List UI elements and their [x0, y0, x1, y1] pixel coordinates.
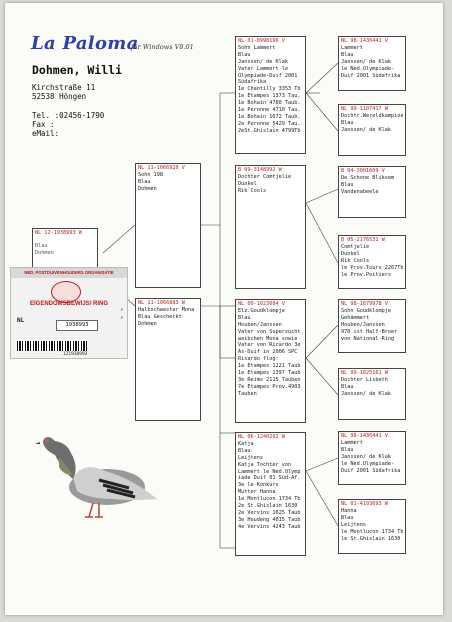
info-line: le Prov.Tours 2267Tb [341, 264, 403, 271]
info-line: weibchen Mona sowie [238, 335, 298, 342]
info-line: Blau [341, 383, 354, 390]
ring-number: B 04-3001609 V [341, 168, 385, 174]
ring-number: NL 01-0998196 V [238, 38, 285, 44]
dds-box [338, 431, 406, 485]
info-line: Janssen/ de Klak [341, 453, 391, 460]
info-line: Lammert [341, 44, 363, 51]
card-organisation: NED. POSTDUIVENHOUDERS ORGANISATIE [11, 268, 127, 278]
info-line: 3e Houdeng 4015 Taub [238, 516, 301, 523]
info-line: 1e Bohain 4780 Taub. [238, 100, 301, 107]
info-line: 1e Etampes 1221 Taub [238, 363, 301, 370]
info-line: Dochter Comtjelie [238, 173, 292, 180]
info-line: 3e le Konkurs [238, 482, 279, 489]
brand-subtitle: für Windows V8.01 [131, 43, 194, 51]
info-line: Blau [238, 314, 251, 321]
info-line: 3e Reims 2115 Tauben [238, 376, 301, 383]
info-line: Dohmen [138, 185, 157, 192]
info-line: Dohmen [138, 320, 157, 327]
info-line: 1e Montlucon 1734 Tb [238, 496, 301, 503]
info-line: Janssen/ de Klak [341, 390, 391, 397]
owner-fax: Fax : [32, 120, 55, 129]
info-line: Dochtr.Wereldkampioe [341, 112, 403, 119]
owner-street: Kirchstraße 11 [32, 83, 96, 92]
info-line: Blau [35, 242, 48, 249]
pedigree-sheet [5, 3, 443, 615]
info-line: Houben/Janssen [341, 321, 385, 328]
brand-logo-text: La Paloma [31, 33, 139, 54]
card-side-text: P [120, 316, 123, 320]
info-line: 2e Peronne 5429 Tau. [238, 120, 301, 127]
info-line: Houben/Janssen [238, 321, 282, 328]
dsd-box [338, 368, 406, 420]
ring-number: NL 06-1240292 W [238, 434, 285, 440]
info-line: 2eSt.Ghislain 4799Tb [238, 127, 301, 134]
pigeon-illustration-icon [33, 427, 161, 525]
info-line: Lammert [341, 439, 363, 446]
card-ring-number: 1938993 [56, 320, 98, 331]
ring-number: NL 11-1066883 W [138, 300, 185, 306]
ring-number: NL 98-1879978 V [341, 301, 388, 307]
ownership-certificate-card [10, 267, 128, 359]
info-line: De Schone Bliksem [341, 174, 395, 181]
info-line: Janssen/ de Klak [341, 126, 391, 133]
info-line: 4e Vervins 4243 Taub [238, 523, 301, 530]
info-line: le Ned.Olympiade- [341, 460, 395, 467]
ring-number: NL 00-1023084 V [238, 301, 285, 307]
dam-box [135, 298, 201, 421]
card-nl-label: NL [17, 317, 25, 324]
sss-box [338, 36, 406, 91]
info-line: 1e Etampes 1373 Tau. [238, 93, 301, 100]
info-line: Blau [341, 119, 354, 126]
ssd-box [338, 104, 406, 156]
info-line: iade Duif 01 Süd-Af. [238, 475, 301, 482]
dam-dam-box [235, 432, 306, 556]
ring-number: NL 98-1436441 V [341, 38, 388, 44]
ring-number: NL 11-1066920 V [138, 165, 185, 171]
info-line: Blau Gescheckt [138, 313, 182, 320]
owner-tel: Tel. :02456-1790 [32, 111, 105, 120]
sdd-box [338, 235, 406, 289]
info-line: Mutter Hanna [238, 489, 276, 496]
ring-number: B 05-2176531 W [341, 237, 385, 243]
owner-email: eMail: [32, 129, 60, 138]
info-line: 970 ist Half-Broer [341, 328, 398, 335]
info-line: As-Duif in 2006 SPC [238, 349, 298, 356]
sire-dam-box [235, 165, 306, 289]
info-line: Janssen/ de Klak [238, 58, 288, 65]
info-line: Katja [238, 440, 254, 447]
dss-box [338, 299, 406, 353]
info-line: Dohmen [35, 249, 54, 256]
info-line: 1e Peronne 4710 Tau. [238, 107, 301, 114]
info-line: Sohn Goudklompje [341, 307, 391, 314]
info-line: Blau [341, 514, 354, 521]
crest-icon [51, 281, 81, 303]
info-line: le Montlucon 1734 Tb [341, 528, 403, 535]
info-line: 1e Etampes 1397 Taub [238, 370, 301, 377]
owner-name: Dohmen, Willi [32, 63, 123, 77]
info-line: Blau [138, 178, 151, 185]
barcode-icon [17, 341, 87, 351]
info-line: 2e Vervins 1625 Taub [238, 509, 301, 516]
card-side-text: P [120, 308, 123, 312]
ring-number: B 09-3148992 W [238, 167, 282, 173]
info-line: Hanna [341, 507, 357, 514]
info-line: Blau [341, 181, 354, 188]
info-line: 1e Bohain 1672 Taub. [238, 113, 301, 120]
ring-number: NL 99-1107417 W [341, 106, 388, 112]
info-line: Gehämmert [341, 314, 370, 321]
sds-box [338, 166, 406, 218]
info-line: Sohn Lammert [238, 44, 276, 51]
info-line: Südafrika [238, 79, 267, 86]
info-line: Dunkel [238, 180, 257, 187]
sire-sire-box [235, 36, 306, 154]
info-line: Olympiade-Duif 2001 [238, 72, 298, 79]
info-line: 1e Chantilly 3353 Tb [238, 86, 301, 93]
info-line: Duif 2001 Südafrika [341, 467, 401, 474]
subject-pigeon-box [32, 228, 98, 268]
info-line: Janssen/ de Klak [341, 58, 391, 65]
info-line: Vater von Ricardo 3e [238, 342, 301, 349]
info-line: Vandenabeele [341, 188, 379, 195]
info-line: Ricardo flog: [238, 356, 279, 363]
info-line: Elz.Goudklompje [238, 307, 285, 314]
info-line: Duif 2001 Südafrika [341, 72, 401, 79]
info-line: Sohn 198 [138, 171, 163, 178]
sire-box [135, 163, 201, 288]
ring-number: NL 12-1938993 W [35, 230, 82, 236]
info-line: 2e St.Ghislain 1630 [238, 503, 298, 510]
info-line: le Prov.Poitiers [341, 271, 391, 278]
info-line: Vater Lammert le [238, 65, 288, 72]
info-line: Leijtens [238, 454, 263, 461]
info-line: Rik Cools [238, 187, 267, 194]
info-line: 7e Etampes Prov.4903 [238, 383, 301, 390]
info-line: Katja Tochter von [238, 461, 292, 468]
info-line: Blau [238, 447, 251, 454]
barcode-number: 121938993 [63, 352, 88, 357]
info-line: Halbschwester Mona [138, 306, 195, 313]
info-line: Blau [341, 446, 354, 453]
info-line: Leijtens [341, 521, 366, 528]
ring-number: NL 01-4103693 W [341, 501, 388, 507]
ddd-box [338, 499, 406, 554]
info-line: Dunkel [341, 250, 360, 257]
info-line: Lammert le Ned.Olymp [238, 468, 301, 475]
info-line: von National-Ring [341, 335, 395, 342]
info-line: Comtjelie [341, 243, 370, 250]
info-line: Dochter Lisbeth [341, 376, 388, 383]
card-title: EIGENDOMSBEWIJS/ RING [29, 301, 108, 307]
info-line: Blau [238, 51, 251, 58]
info-line: Blau [341, 51, 354, 58]
ring-number: NL 99-1025161 W [341, 370, 388, 376]
info-line: Tauben [238, 390, 257, 397]
info-line: le St.Ghislain 1630 [341, 535, 401, 542]
ring-number: NL 98-1436441 V [341, 433, 388, 439]
info-line: Vater von Superzucht [238, 328, 301, 335]
owner-city: 52538 Höngen [32, 92, 87, 101]
info-line: Rik Cools [341, 257, 370, 264]
dam-sire-box [235, 299, 306, 423]
info-line: le Ned.Olympiade- [341, 65, 395, 72]
